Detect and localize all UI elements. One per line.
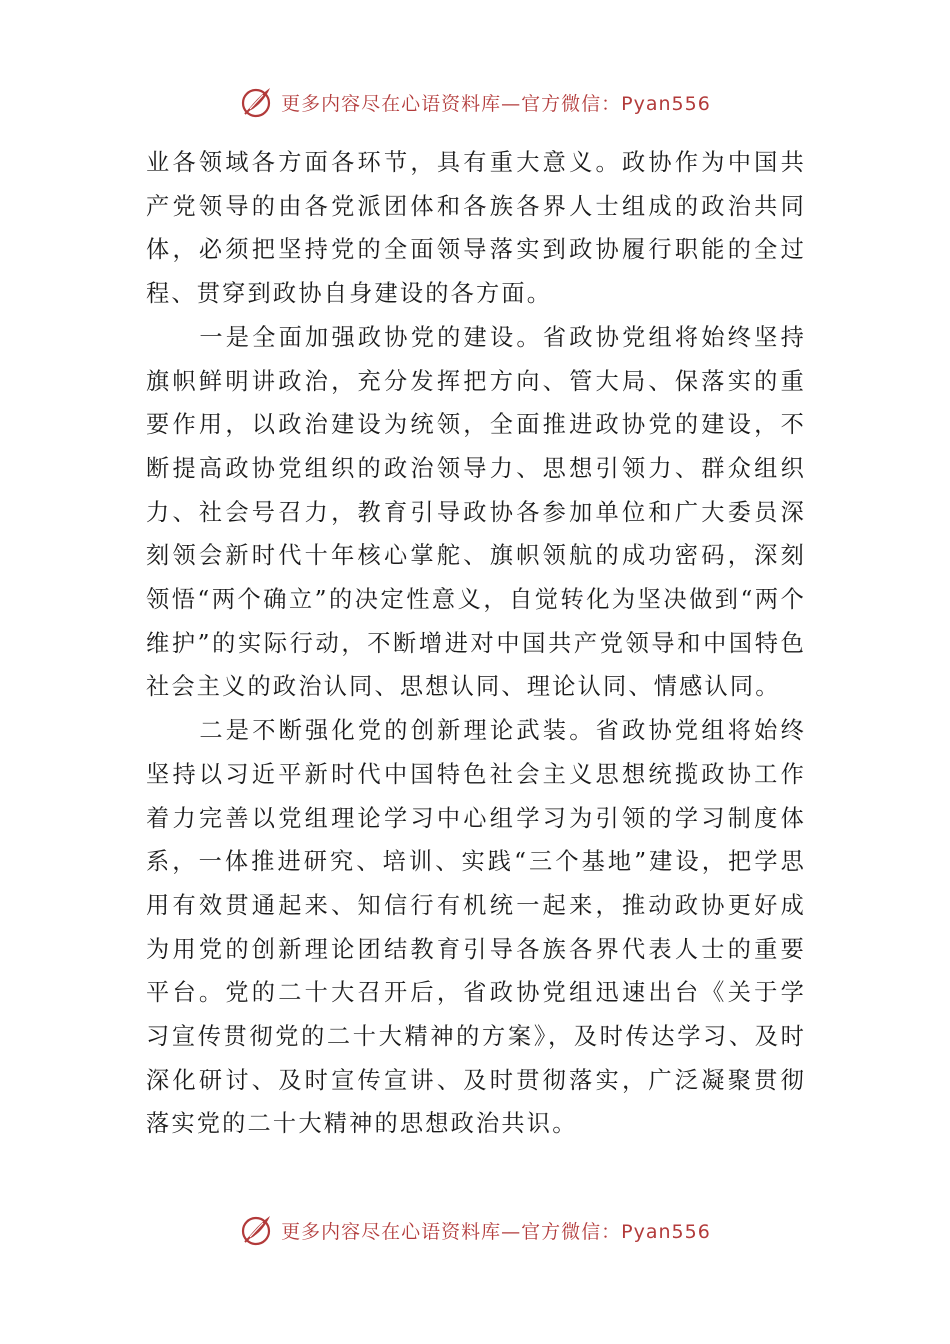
header-banner bbox=[0, 80, 950, 124]
quill-logo-icon bbox=[239, 84, 275, 120]
paragraph-party-building: 一是全面加强政协党的建设。省政协党组将始终坚持旗帜鲜明讲政治，充分发挥把方向、管大局、保落实的重要作用，以政治建设为统领，全面推进政协党的建设，不断提高政协党组织的政治领导力、思想引领力、群众组织力、社会号召力，教育引导政协各参加单位和广大委员深刻领会新时代十年核心掌舵、旗帜领航的成功密码，深刻领悟“两个确立”的决定性意义，自觉转化为坚决做到“两个维护”的实际行动，不断增进对中国共产党领导和中国特色社会主义的政治认同、思想认同、理论认同、情感认同。 bbox=[146, 323, 806, 701]
footer-banner-handle: Pyan556 bbox=[621, 1220, 711, 1243]
document-body bbox=[146, 141, 806, 1146]
quill-logo-icon bbox=[239, 1212, 275, 1248]
header-banner-handle: Pyan556 bbox=[621, 92, 711, 115]
header-banner-text: 更多内容尽在心语资料库—官方微信： bbox=[281, 92, 622, 115]
paragraph-theory-arming: 二是不断强化党的创新理论武装。省政协党组将始终坚持以习近平新时代中国特色社会主义思想统揽政协工作着力完善以党组理论学习中心组学习为引领的学习制度体系，一体推进研究、培训、实践“三个基地”建设，把学思用有效贯通起来、知信行有机统一起来，推动政协更好成为用党的创新理论团结教育引导各族各界代表人士的重要平台。党的二十大召开后，省政协党组迅速出台《关于学习宣传贯彻党的二十大精神的方案》，及时传达学习、及时深化研讨、及时宣传宣讲、及时贯彻落实，广泛凝聚贯彻落实党的二十大精神的思想政治共识。 bbox=[146, 717, 806, 1138]
footer-banner-text: 更多内容尽在心语资料库—官方微信： bbox=[281, 1220, 622, 1243]
paragraph-continuation: 业各领域各方面各环节，具有重大意义。政协作为中国共产党领导的由各党派团体和各族各界人士组成的政治共同体，必须把坚持党的全面领导落实到政协履行职能的全过程、贯穿到政协自身建设的各方面。 bbox=[146, 149, 806, 308]
footer-banner bbox=[0, 1208, 950, 1252]
